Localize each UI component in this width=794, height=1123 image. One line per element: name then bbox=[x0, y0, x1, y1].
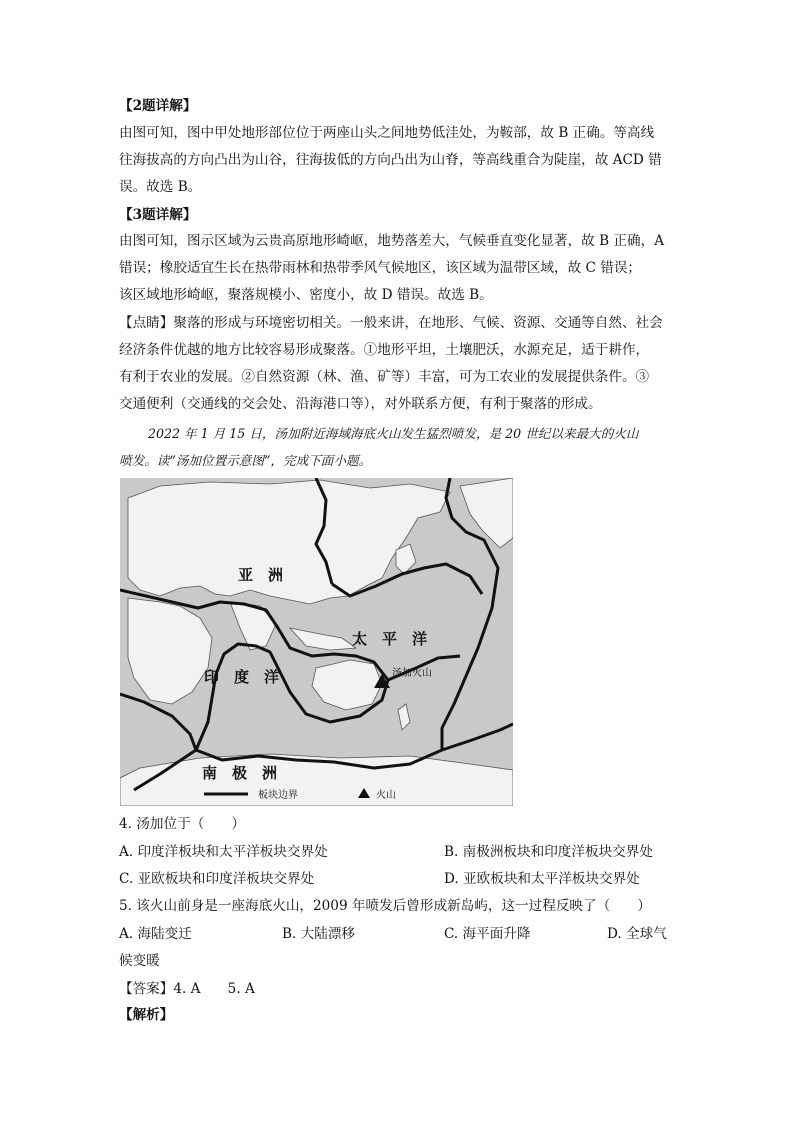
q5-option-d-continued: 候变暖 bbox=[119, 953, 160, 969]
section3-line-2: 错误；橡胶适宜生长在热带雨林和热带季风气候地区，该区域为温带区域，故 C 错误； bbox=[119, 260, 642, 276]
tip-line-4: 交通便利（交通线的交会处、沿海港口等），对外联系方便，有利于聚落的形成。 bbox=[119, 396, 602, 412]
indian-ocean-label: 印 度 洋 bbox=[204, 668, 280, 686]
section2-line-2: 往海拔高的方向凸出为山谷，往海拔低的方向凸出为山脊，等高线重合为陡崖，故 ACD 错 bbox=[119, 152, 662, 168]
section2-line-1: 由图可知，图中甲处地形部位位于两座山头之间地势低洼处，为鞍部，故 B 正确。等高线 bbox=[119, 125, 655, 141]
answer-line: 【答案】4. A 5. A bbox=[119, 981, 255, 997]
q5-option-b: B. 大陆漂移 bbox=[282, 926, 356, 942]
tip-line-3: 有利于农业的发展。②自然资源（林、渔、矿等）丰富，可为工农业的发展提供条件。③ bbox=[119, 369, 650, 385]
tip-line-2: 经济条件优越的地方比较容易形成聚落。①地形平坦，土壤肥沃，水源充足，适于耕作， bbox=[119, 342, 650, 358]
q5-option-c: C. 海平面升降 bbox=[444, 926, 531, 942]
section2-line-3: 误。故选 B。 bbox=[119, 179, 202, 195]
tonga-volcano-label: 汤加火山 bbox=[392, 668, 432, 679]
section3-line-1: 由图可知，图示区域为云贵高原地形崎岖，地势落差大，气候垂直变化显著，故 B 正确，A bbox=[119, 233, 665, 249]
q5-option-a: A. 海陆变迁 bbox=[119, 926, 192, 942]
section3-header: 【3题详解】 bbox=[119, 207, 197, 223]
intro-line-1: 2022 年 1 月 15 日，汤加附近海域海底火山发生猛烈喷发，是 20 世纪以来最大的火山 bbox=[148, 426, 639, 441]
q4-option-c: C. 亚欧板块和印度洋板块交界处 bbox=[119, 871, 315, 887]
legend-boundary-label: 板块边界 bbox=[258, 790, 298, 801]
q5-option-d: D. 全球气 bbox=[607, 926, 667, 942]
antarctica-label: 南 极 洲 bbox=[202, 764, 278, 782]
intro-line-2: 喷发。读“汤加位置示意图”，完成下面小题。 bbox=[119, 453, 372, 468]
q4-option-a: A. 印度洋板块和太平洋板块交界处 bbox=[119, 844, 328, 860]
pacific-label: 太 平 洋 bbox=[352, 630, 428, 648]
asia-label: 亚 洲 bbox=[238, 566, 284, 584]
analysis-header: 【解析】 bbox=[119, 1007, 174, 1023]
legend-volcano-label: 火山 bbox=[376, 790, 396, 801]
tonga-location-map bbox=[120, 478, 513, 806]
section3-line-3: 该区域地形崎岖，聚落规模小、密度小，故 D 错误。故选 B。 bbox=[119, 287, 493, 303]
q5-stem: 5. 该火山前身是一座海底火山，2009 年喷发后曾形成新岛屿，这一过程反映了（ ） bbox=[119, 898, 651, 914]
q4-option-b: B. 南极洲板块和印度洋板块交界处 bbox=[444, 844, 653, 860]
tip-line-1: 【点睛】聚落的形成与环境密切相关。一般来讲，在地形、气候、资源、交通等自然、社会 bbox=[119, 315, 663, 331]
q4-stem: 4. 汤加位于（ ） bbox=[119, 816, 246, 832]
section2-header: 【2题详解】 bbox=[119, 98, 197, 114]
q4-option-d: D. 亚欧板块和太平洋板块交界处 bbox=[444, 871, 640, 887]
